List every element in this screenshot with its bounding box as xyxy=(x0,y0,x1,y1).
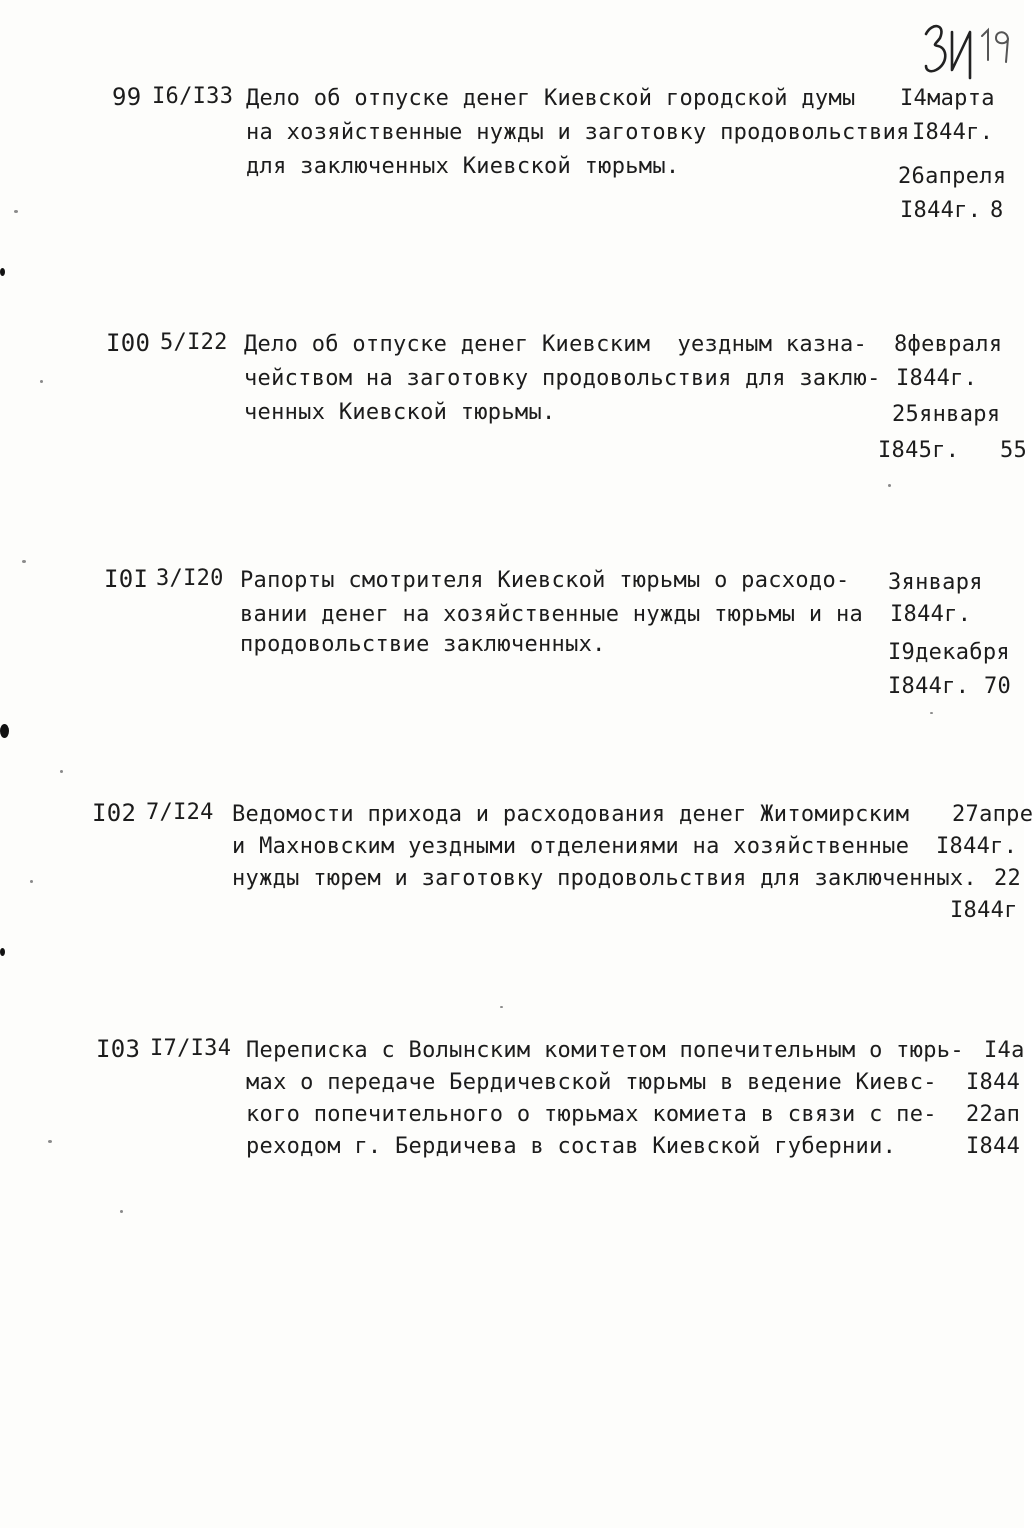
entry-date-start-year: I844г. xyxy=(890,602,972,627)
entry-date-start: I4марта xyxy=(900,86,995,111)
entry-description-line: мах о передаче Бердичевской тюрьмы в ведение Киевс- xyxy=(246,1070,937,1095)
entry-date-start: 3января xyxy=(888,570,983,595)
entry-date-end-year: I844г xyxy=(950,898,1018,923)
entry-sheet-count: 70 xyxy=(984,674,1012,699)
entry-date-start: 27апре xyxy=(952,802,1033,827)
entry-date-end-year: I845г. xyxy=(878,438,960,463)
entry-date-end: 25января xyxy=(892,402,1001,427)
entry-description-line: Дело об отпуске денег Киевской городской думы xyxy=(246,86,856,111)
entry-date-start: I4а xyxy=(984,1038,1025,1063)
entry-ref: I7/I34 xyxy=(150,1036,232,1061)
scan-speck xyxy=(14,210,18,213)
entry-sheet-count: 8 xyxy=(990,198,1004,223)
scan-speck xyxy=(500,1006,503,1008)
entry-description-line: на хозяйственные нужды и заготовку продовольствия xyxy=(246,120,910,145)
entry-description-line: Рапорты смотрителя Киевской тюрьмы о расходо- xyxy=(240,568,850,593)
entry-date-end: 26апреля xyxy=(898,164,1007,189)
entry-sheet-count: 55 xyxy=(1000,438,1028,463)
binding-hole-mark xyxy=(0,724,9,738)
entry-date-start-year: I844г. xyxy=(936,834,1018,859)
entry-description-line: Ведомости прихода и расходования денег Житомирским xyxy=(232,802,910,827)
scan-speck xyxy=(40,380,43,383)
entry-description-line: реходом г. Бердичева в состав Киевской губернии. xyxy=(246,1134,897,1159)
scan-speck xyxy=(48,1140,52,1143)
entry-description-line: кого попечительного о тюрьмах комиета в связи с пе- xyxy=(246,1102,937,1127)
entry-description-line: нужды тюрем и заготовку продовольствия для заключенных. xyxy=(232,866,977,891)
entry-description-line: ченных Киевской тюрьмы. xyxy=(244,400,556,425)
entry-number: I02 xyxy=(92,799,137,827)
scan-speck xyxy=(120,1210,123,1213)
entry-ref: 7/I24 xyxy=(146,800,214,825)
entry-description-line: вании денег на хозяйственные нужды тюрьмы и на xyxy=(240,602,864,627)
entry-number: I03 xyxy=(96,1035,141,1063)
entry-description-line: и Махновским уездными отделениями на хозяйственные xyxy=(232,834,910,859)
scan-speck xyxy=(22,560,26,563)
entry-number: I0I xyxy=(104,565,149,593)
entry-ref: I6/I33 xyxy=(152,84,234,109)
entry-description-line: Переписка с Волынским комитетом попечительным о тюрь- xyxy=(246,1038,964,1063)
entry-date-start-year: I844г. xyxy=(896,366,978,391)
entry-description-line: чейством на заготовку продовольствия для заклю- xyxy=(244,366,881,391)
entry-date-end-year: I844г. xyxy=(888,674,970,699)
scan-speck xyxy=(30,880,33,883)
entry-date-start: 8февраля xyxy=(894,332,1003,357)
entry-date-end: 22ап xyxy=(966,1102,1021,1127)
binding-hole-mark xyxy=(0,268,5,276)
entry-date-end-year: I844г. xyxy=(900,198,982,223)
entry-date-end-year: I844 xyxy=(966,1134,1021,1159)
binding-hole-mark xyxy=(0,948,5,956)
entry-number: I00 xyxy=(106,329,151,357)
entry-date-start-year: I844г. xyxy=(912,120,994,145)
folio-signature-icon xyxy=(918,12,1018,82)
entry-description-line: Дело об отпуске денег Киевским уездным казна- xyxy=(244,332,868,357)
entry-description-line: для заключенных Киевской тюрьмы. xyxy=(246,154,680,179)
entry-date-end: 22 xyxy=(994,866,1022,891)
scan-speck xyxy=(60,770,63,773)
entry-date-start-year: I844 xyxy=(966,1070,1021,1095)
scan-speck xyxy=(888,484,891,487)
scan-speck xyxy=(930,712,933,714)
entry-number: 99 xyxy=(112,83,142,111)
entry-ref: 3/I20 xyxy=(156,566,224,591)
entry-description-line: продовольствие заключенных. xyxy=(240,632,606,657)
entry-ref: 5/I22 xyxy=(160,330,228,355)
folio-number-handwritten xyxy=(918,12,1018,82)
entry-date-end: I9декабря xyxy=(888,640,1010,665)
